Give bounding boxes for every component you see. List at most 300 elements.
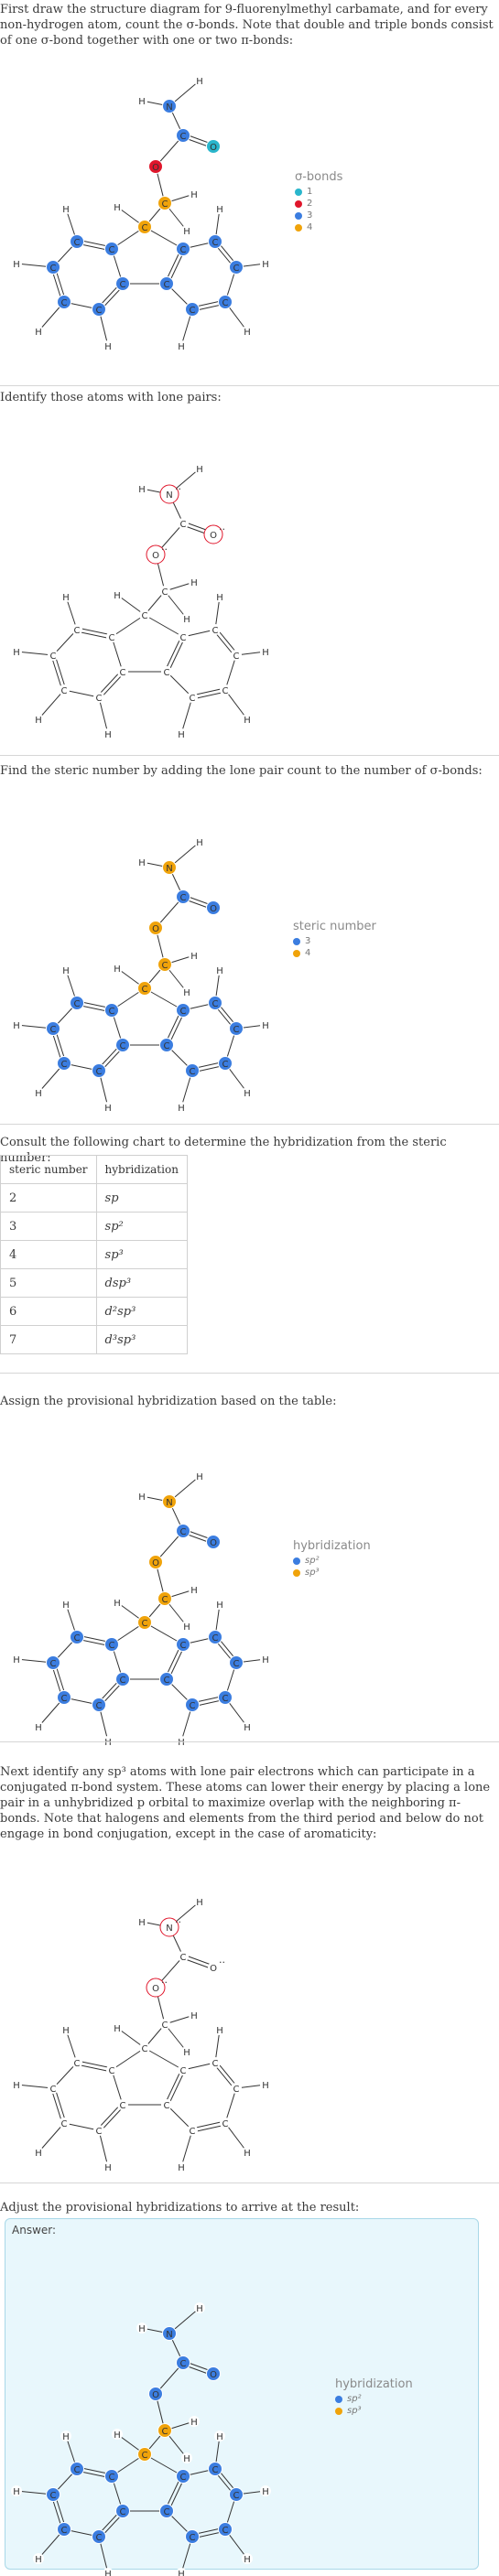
atom-label: C xyxy=(222,1694,229,1704)
atom-label: C xyxy=(60,1694,68,1704)
atom-label: H xyxy=(62,966,70,976)
atom-label: H xyxy=(62,2432,70,2442)
atom-label: H xyxy=(178,1104,185,1114)
atom-c xyxy=(105,243,119,256)
hydrogen-atom xyxy=(181,613,192,625)
legend-swatch xyxy=(335,2396,342,2403)
legend-item xyxy=(293,1567,371,1579)
atom-label: H xyxy=(262,1655,269,1665)
molecule-conjugation xyxy=(0,1821,499,2192)
atom-label: O xyxy=(152,924,159,934)
hybridization-cell: sp² xyxy=(96,1213,187,1241)
atom-c xyxy=(177,243,190,256)
atom-label: C xyxy=(163,280,170,290)
atom-label: H xyxy=(114,591,121,601)
atom-label: C xyxy=(163,668,170,678)
atom-c xyxy=(230,261,244,275)
atom-label: C xyxy=(60,2526,68,2536)
hydrogen-atom xyxy=(214,965,225,976)
atom-label: C xyxy=(222,686,229,696)
hydrogen-atom xyxy=(176,340,187,352)
legend-label: sp³ xyxy=(305,1568,320,1578)
atom-o xyxy=(146,544,168,564)
atom-label: H xyxy=(178,2570,185,2576)
atom-c xyxy=(138,982,152,996)
atom-c xyxy=(58,2523,71,2537)
atom-label: C xyxy=(189,1701,196,1711)
hybridization-cell: sp³ xyxy=(96,1241,187,1269)
atom-label: C xyxy=(189,1067,196,1077)
atom-label: C xyxy=(163,2101,170,2111)
atom-c xyxy=(219,296,233,309)
hydrogen-atom xyxy=(11,258,22,270)
atom-c xyxy=(71,997,84,1010)
hybridization-cell: d²sp³ xyxy=(96,1298,187,1326)
atom-label: C xyxy=(73,1633,81,1644)
hydrogen-atom xyxy=(103,728,114,740)
atom-label: C xyxy=(95,694,103,704)
hydrogen-atom xyxy=(136,1916,147,1928)
atom-c xyxy=(139,609,150,621)
atom-c xyxy=(158,958,172,972)
legend-label: 2 xyxy=(307,199,313,209)
atom-c xyxy=(138,221,152,234)
hydrogen-atom xyxy=(194,463,205,475)
divider xyxy=(0,755,499,756)
atom-c xyxy=(71,2463,84,2476)
hydrogen-atom xyxy=(189,1584,200,1596)
atom-c xyxy=(105,1638,119,1652)
legend-label: 4 xyxy=(307,222,313,232)
atom-label: H xyxy=(244,1723,251,1733)
atom-label: C xyxy=(95,2533,103,2543)
hydrogen-atom xyxy=(136,1491,147,1503)
atom-label: H xyxy=(183,227,190,237)
atom-label: H xyxy=(62,2026,70,2036)
atom-label: C xyxy=(108,2066,115,2076)
atom-c xyxy=(160,1673,174,1687)
lone-pair-dots: ·· xyxy=(175,1916,181,1928)
atom-label: N xyxy=(166,102,173,113)
atom-label: H xyxy=(35,2149,42,2159)
atom-label: H xyxy=(178,1738,185,1748)
atom-label: H xyxy=(138,2324,146,2334)
atom-label: N xyxy=(166,1498,173,1508)
atom-c xyxy=(209,1631,222,1644)
atom-o xyxy=(149,2387,163,2401)
atom-c xyxy=(210,2057,221,2069)
legend-item xyxy=(295,221,342,233)
atom-c xyxy=(116,1039,130,1052)
atom-label: H xyxy=(13,260,20,270)
molecule-sigma-bonds xyxy=(0,0,499,384)
atom-c xyxy=(177,2356,190,2370)
hydrogen-atom xyxy=(11,646,22,658)
hydrogen-atom xyxy=(194,2302,205,2314)
hydrogen-atom xyxy=(194,836,205,848)
atom-label: C xyxy=(108,2473,115,2483)
legend-item xyxy=(335,2405,413,2417)
table-header-row xyxy=(1,1156,188,1184)
legend-swatch xyxy=(295,189,302,196)
hydrogen-atom xyxy=(33,2147,44,2159)
hydrogen-atom xyxy=(189,189,200,200)
atom-label: H xyxy=(196,2304,203,2314)
atom-c xyxy=(178,1951,189,1963)
table-row xyxy=(1,1184,188,1213)
steric-number-cell: 4 xyxy=(1,1241,97,1269)
hydrogen-atom xyxy=(112,963,123,975)
single-bond xyxy=(112,2048,145,2070)
hydrogen-atom xyxy=(11,2079,22,2091)
legend-label: 4 xyxy=(305,948,311,958)
atom-label: C xyxy=(60,298,68,308)
atom-label: O xyxy=(210,904,217,914)
atom-label: H xyxy=(216,2432,223,2442)
atom-c xyxy=(219,1691,233,1705)
hydrogen-atom xyxy=(103,340,114,352)
legend-final-hybridization xyxy=(335,2377,413,2417)
atom-label: C xyxy=(95,1067,103,1077)
atom-c xyxy=(178,2064,189,2076)
hydrogen-atom xyxy=(60,2430,71,2442)
legend-swatch xyxy=(293,1557,300,1565)
hydrogen-atom xyxy=(103,2568,114,2576)
hydrogen-atom xyxy=(11,2485,22,2497)
legend-label: 1 xyxy=(307,187,313,197)
atom-label: C xyxy=(179,1527,187,1537)
double-bond xyxy=(77,2064,112,2072)
atom-label: O xyxy=(210,2370,217,2380)
atom-label: H xyxy=(190,2418,198,2428)
atom-label: C xyxy=(222,2526,229,2536)
atom-label: C xyxy=(189,306,196,316)
step-2-text: Identify those atoms with lone pairs: xyxy=(0,391,222,404)
step-1-text: First draw the structure diagram for 9-fluorenylmethyl carbamate, and for every non-hydrogen atom, count the σ-bonds. Note that double and triple bonds consist of one σ-bond together with one or two π-bonds: xyxy=(0,3,494,48)
atom-label: C xyxy=(119,668,126,678)
atom-n xyxy=(163,2327,177,2341)
atom-label: C xyxy=(73,999,81,1009)
legend-title: hybridization xyxy=(293,1539,371,1553)
atom-c xyxy=(187,2125,198,2137)
atom-label: C xyxy=(233,1025,240,1035)
hydrogen-atom xyxy=(60,591,71,603)
hydrogen-atom xyxy=(242,1087,253,1099)
atom-label: H xyxy=(196,465,203,475)
atom-label: O xyxy=(210,1538,217,1548)
lone-pair-dots: ·· xyxy=(161,1977,168,1989)
hydrogen-atom xyxy=(189,950,200,962)
atom-label: H xyxy=(196,77,203,87)
single-bond xyxy=(16,2085,53,2088)
legend-item xyxy=(295,210,342,221)
legend-swatch xyxy=(335,2408,342,2415)
legend-title: steric number xyxy=(293,920,376,933)
atom-label: C xyxy=(179,2066,187,2076)
hydrogen-atom xyxy=(242,1721,253,1733)
atom-label: H xyxy=(244,1089,251,1099)
atom-label: H xyxy=(183,1622,190,1633)
atom-c xyxy=(47,1656,60,1670)
atom-label: H xyxy=(104,1738,112,1748)
hydrogen-atom xyxy=(112,589,123,601)
single-bond xyxy=(145,2048,183,2070)
atom-label: C xyxy=(108,245,115,255)
atom-label: C xyxy=(60,2119,68,2129)
hydrogen-atom xyxy=(260,2079,271,2091)
hydrogen-atom xyxy=(176,728,187,740)
atom-label: C xyxy=(141,223,148,233)
hydrogen-atom xyxy=(194,1471,205,1482)
hydrogen-atom xyxy=(112,201,123,213)
atom-label: O xyxy=(152,1984,159,1994)
atom-label: C xyxy=(161,2021,168,2031)
lone-pair-dots: ·· xyxy=(219,523,225,535)
hydrogen-atom xyxy=(242,2147,253,2159)
atom-label: C xyxy=(141,985,148,995)
atom-label: H xyxy=(35,2555,42,2565)
hydrogen-atom xyxy=(33,2553,44,2565)
atom-label: H xyxy=(114,203,121,213)
atom-c xyxy=(92,2530,106,2544)
atom-c xyxy=(93,2125,104,2137)
atom-o xyxy=(204,523,225,544)
atom-n xyxy=(163,100,177,113)
double-bond xyxy=(77,2061,112,2068)
legend-swatch xyxy=(293,1569,300,1577)
atom-label: O xyxy=(152,2390,159,2400)
atom-label: C xyxy=(119,2101,126,2111)
hydrogen-atom xyxy=(260,258,271,270)
atom-o xyxy=(207,140,221,154)
hydrogen-atom xyxy=(33,1087,44,1099)
atom-label: N xyxy=(166,490,173,501)
hydrogen-atom xyxy=(33,326,44,338)
legend-item xyxy=(293,947,376,959)
atom-label: C xyxy=(179,245,187,255)
legend-swatch xyxy=(293,950,300,957)
atom-c xyxy=(187,692,198,704)
atom-c xyxy=(92,1064,106,1078)
legend-item xyxy=(295,198,342,210)
atom-label: C xyxy=(141,611,148,621)
double-bond xyxy=(77,628,112,635)
steric-number-cell: 7 xyxy=(1,1326,97,1354)
atom-label: C xyxy=(212,2059,219,2069)
atom-label: C xyxy=(233,1659,240,1669)
legend-swatch xyxy=(295,212,302,220)
atom-c xyxy=(105,2470,119,2484)
atom-label: O xyxy=(210,1964,217,1974)
atom-label: C xyxy=(49,264,57,274)
atom-label: C xyxy=(179,1641,187,1651)
atom-label: C xyxy=(49,1659,57,1669)
legend-title: hybridization xyxy=(335,2377,413,2391)
atom-c xyxy=(59,2118,70,2129)
atom-label: C xyxy=(161,2427,168,2437)
atom-label: C xyxy=(161,199,168,210)
atom-o xyxy=(207,1536,221,1549)
atom-label: H xyxy=(190,2011,198,2021)
atom-label: C xyxy=(212,626,219,636)
atom-label: H xyxy=(138,1493,146,1503)
hydrogen-atom xyxy=(60,965,71,976)
atom-label: H xyxy=(190,1586,198,1596)
atom-label: N xyxy=(166,1924,173,1934)
atom-c xyxy=(93,692,104,704)
atom-c xyxy=(219,1057,233,1071)
atom-c xyxy=(47,2488,60,2502)
atom-c xyxy=(231,650,242,662)
atom-label: H xyxy=(196,838,203,848)
hydrogen-atom xyxy=(214,2430,225,2442)
hydrogen-atom xyxy=(112,1597,123,1609)
atom-label: O xyxy=(152,163,159,173)
hydrogen-atom xyxy=(136,95,147,107)
legend-label: sp² xyxy=(347,2394,362,2404)
atom-label: C xyxy=(222,2119,229,2129)
atom-label: H xyxy=(244,328,251,338)
hydrogen-atom xyxy=(136,2323,147,2334)
atom-c xyxy=(58,1057,71,1071)
atom-c xyxy=(178,631,189,643)
atom-c xyxy=(231,2083,242,2095)
atom-c xyxy=(186,1064,200,1078)
hydrogen-atom xyxy=(181,225,192,237)
atom-label: H xyxy=(244,716,251,726)
atom-c xyxy=(71,1631,84,1644)
atom-label: H xyxy=(62,593,70,603)
hydrogen-atom xyxy=(189,577,200,588)
atom-label: C xyxy=(49,2085,57,2095)
atom-label: H xyxy=(114,2430,121,2441)
atom-label: H xyxy=(216,205,223,215)
atom-label: H xyxy=(196,1472,203,1482)
atom-c xyxy=(177,890,190,904)
atom-label: O xyxy=(152,1558,159,1568)
legend-title: σ-bonds xyxy=(295,170,343,184)
atom-label: C xyxy=(189,2127,196,2137)
hydrogen-atom xyxy=(33,714,44,726)
atom-label: H xyxy=(138,97,146,107)
atom-n xyxy=(160,1916,181,1936)
hybridization-cell: d³sp³ xyxy=(96,1326,187,1354)
atom-c xyxy=(160,277,174,291)
atom-label: H xyxy=(62,1601,70,1611)
atom-label: C xyxy=(233,2085,240,2095)
atom-label: C xyxy=(212,238,219,248)
atom-c xyxy=(230,1022,244,1036)
atom-label: C xyxy=(179,1007,187,1017)
atom-c xyxy=(210,624,221,636)
atom-label: C xyxy=(49,1025,57,1035)
divider xyxy=(0,1124,499,1125)
atom-label: H xyxy=(138,858,146,868)
atom-label: H xyxy=(138,485,146,495)
atom-label: H xyxy=(216,1601,223,1611)
hydrogen-atom xyxy=(60,2024,71,2036)
hydrogen-atom xyxy=(103,2161,114,2173)
atom-label: H xyxy=(104,2163,112,2173)
answer-label: Answer: xyxy=(12,2224,57,2236)
atom-c xyxy=(161,666,172,678)
steric-number-cell: 5 xyxy=(1,1269,97,1298)
atom-c xyxy=(177,1004,190,1018)
atom-label: C xyxy=(233,264,240,274)
atom-c xyxy=(117,666,128,678)
atom-label: H xyxy=(183,2048,190,2058)
atom-label: C xyxy=(73,626,81,636)
atom-label: H xyxy=(262,2487,269,2497)
atom-c xyxy=(160,2505,174,2518)
atom-label: H xyxy=(262,648,269,658)
atom-c xyxy=(117,2099,128,2111)
step-6-text: Next identify any sp³ atoms with lone pair electrons which can participate in a conjugated π-bond system. These atoms can lower their energy by placing a lone pair in a unhybridized p orbital to maximize overlap with the neighboring π-bonds. Note that halogens and elements from the third period and below do not engage in bond conjugation, except in the case of aromaticity: xyxy=(0,1765,491,1841)
atom-c xyxy=(219,2523,233,2537)
atom-label: C xyxy=(60,686,68,696)
atom-c xyxy=(177,1638,190,1652)
atom-label: C xyxy=(179,2359,187,2369)
atom-label: H xyxy=(13,2487,20,2497)
double-bond xyxy=(77,631,112,639)
atom-label: O xyxy=(210,531,217,541)
atom-label: C xyxy=(119,2507,126,2517)
atom-label: C xyxy=(60,1060,68,1070)
atom-c xyxy=(158,197,172,210)
atom-label: C xyxy=(179,893,187,903)
atom-o xyxy=(207,2367,221,2381)
atom-label: O xyxy=(152,551,159,561)
atom-c xyxy=(161,2099,172,2111)
table-row xyxy=(1,1213,188,1241)
atom-label: H xyxy=(183,988,190,998)
legend-item xyxy=(293,1555,371,1567)
atom-label: H xyxy=(114,1599,121,1609)
legend-item xyxy=(335,2393,413,2405)
atom-label: H xyxy=(104,342,112,352)
molecule-steric-number xyxy=(0,761,499,1123)
legend-label: 3 xyxy=(307,210,313,221)
double-bond xyxy=(98,671,122,696)
atom-c xyxy=(158,2424,172,2438)
single-bond xyxy=(112,615,145,637)
atom-label: H xyxy=(104,730,112,740)
atom-o xyxy=(149,160,163,174)
atom-label: H xyxy=(262,260,269,270)
atom-o xyxy=(149,1556,163,1569)
atom-label: H xyxy=(13,1021,20,1031)
atom-c xyxy=(105,1004,119,1018)
atom-label: C xyxy=(49,652,57,662)
atom-c xyxy=(138,2448,152,2462)
molecule-provisional-hybridization xyxy=(0,1396,499,1748)
table-row xyxy=(1,1269,188,1298)
step-4-text: Consult the following chart to determine the hybridization from the steric number: xyxy=(0,1136,447,1165)
column-header-steric-number: steric number xyxy=(1,1156,97,1184)
atom-label: C xyxy=(163,1041,170,1051)
atom-label: H xyxy=(35,1723,42,1733)
atom-label: C xyxy=(179,1953,187,1963)
atom-label: C xyxy=(179,132,187,142)
legend-sigma-bonds xyxy=(295,170,342,233)
atom-label: C xyxy=(189,2533,196,2543)
hybridization-cell: dsp³ xyxy=(96,1269,187,1298)
hydrogen-atom xyxy=(11,1654,22,1665)
atom-label: H xyxy=(190,578,198,588)
hydrogen-atom xyxy=(33,1721,44,1733)
atom-label: H xyxy=(13,2081,20,2091)
atom-c xyxy=(71,624,82,636)
